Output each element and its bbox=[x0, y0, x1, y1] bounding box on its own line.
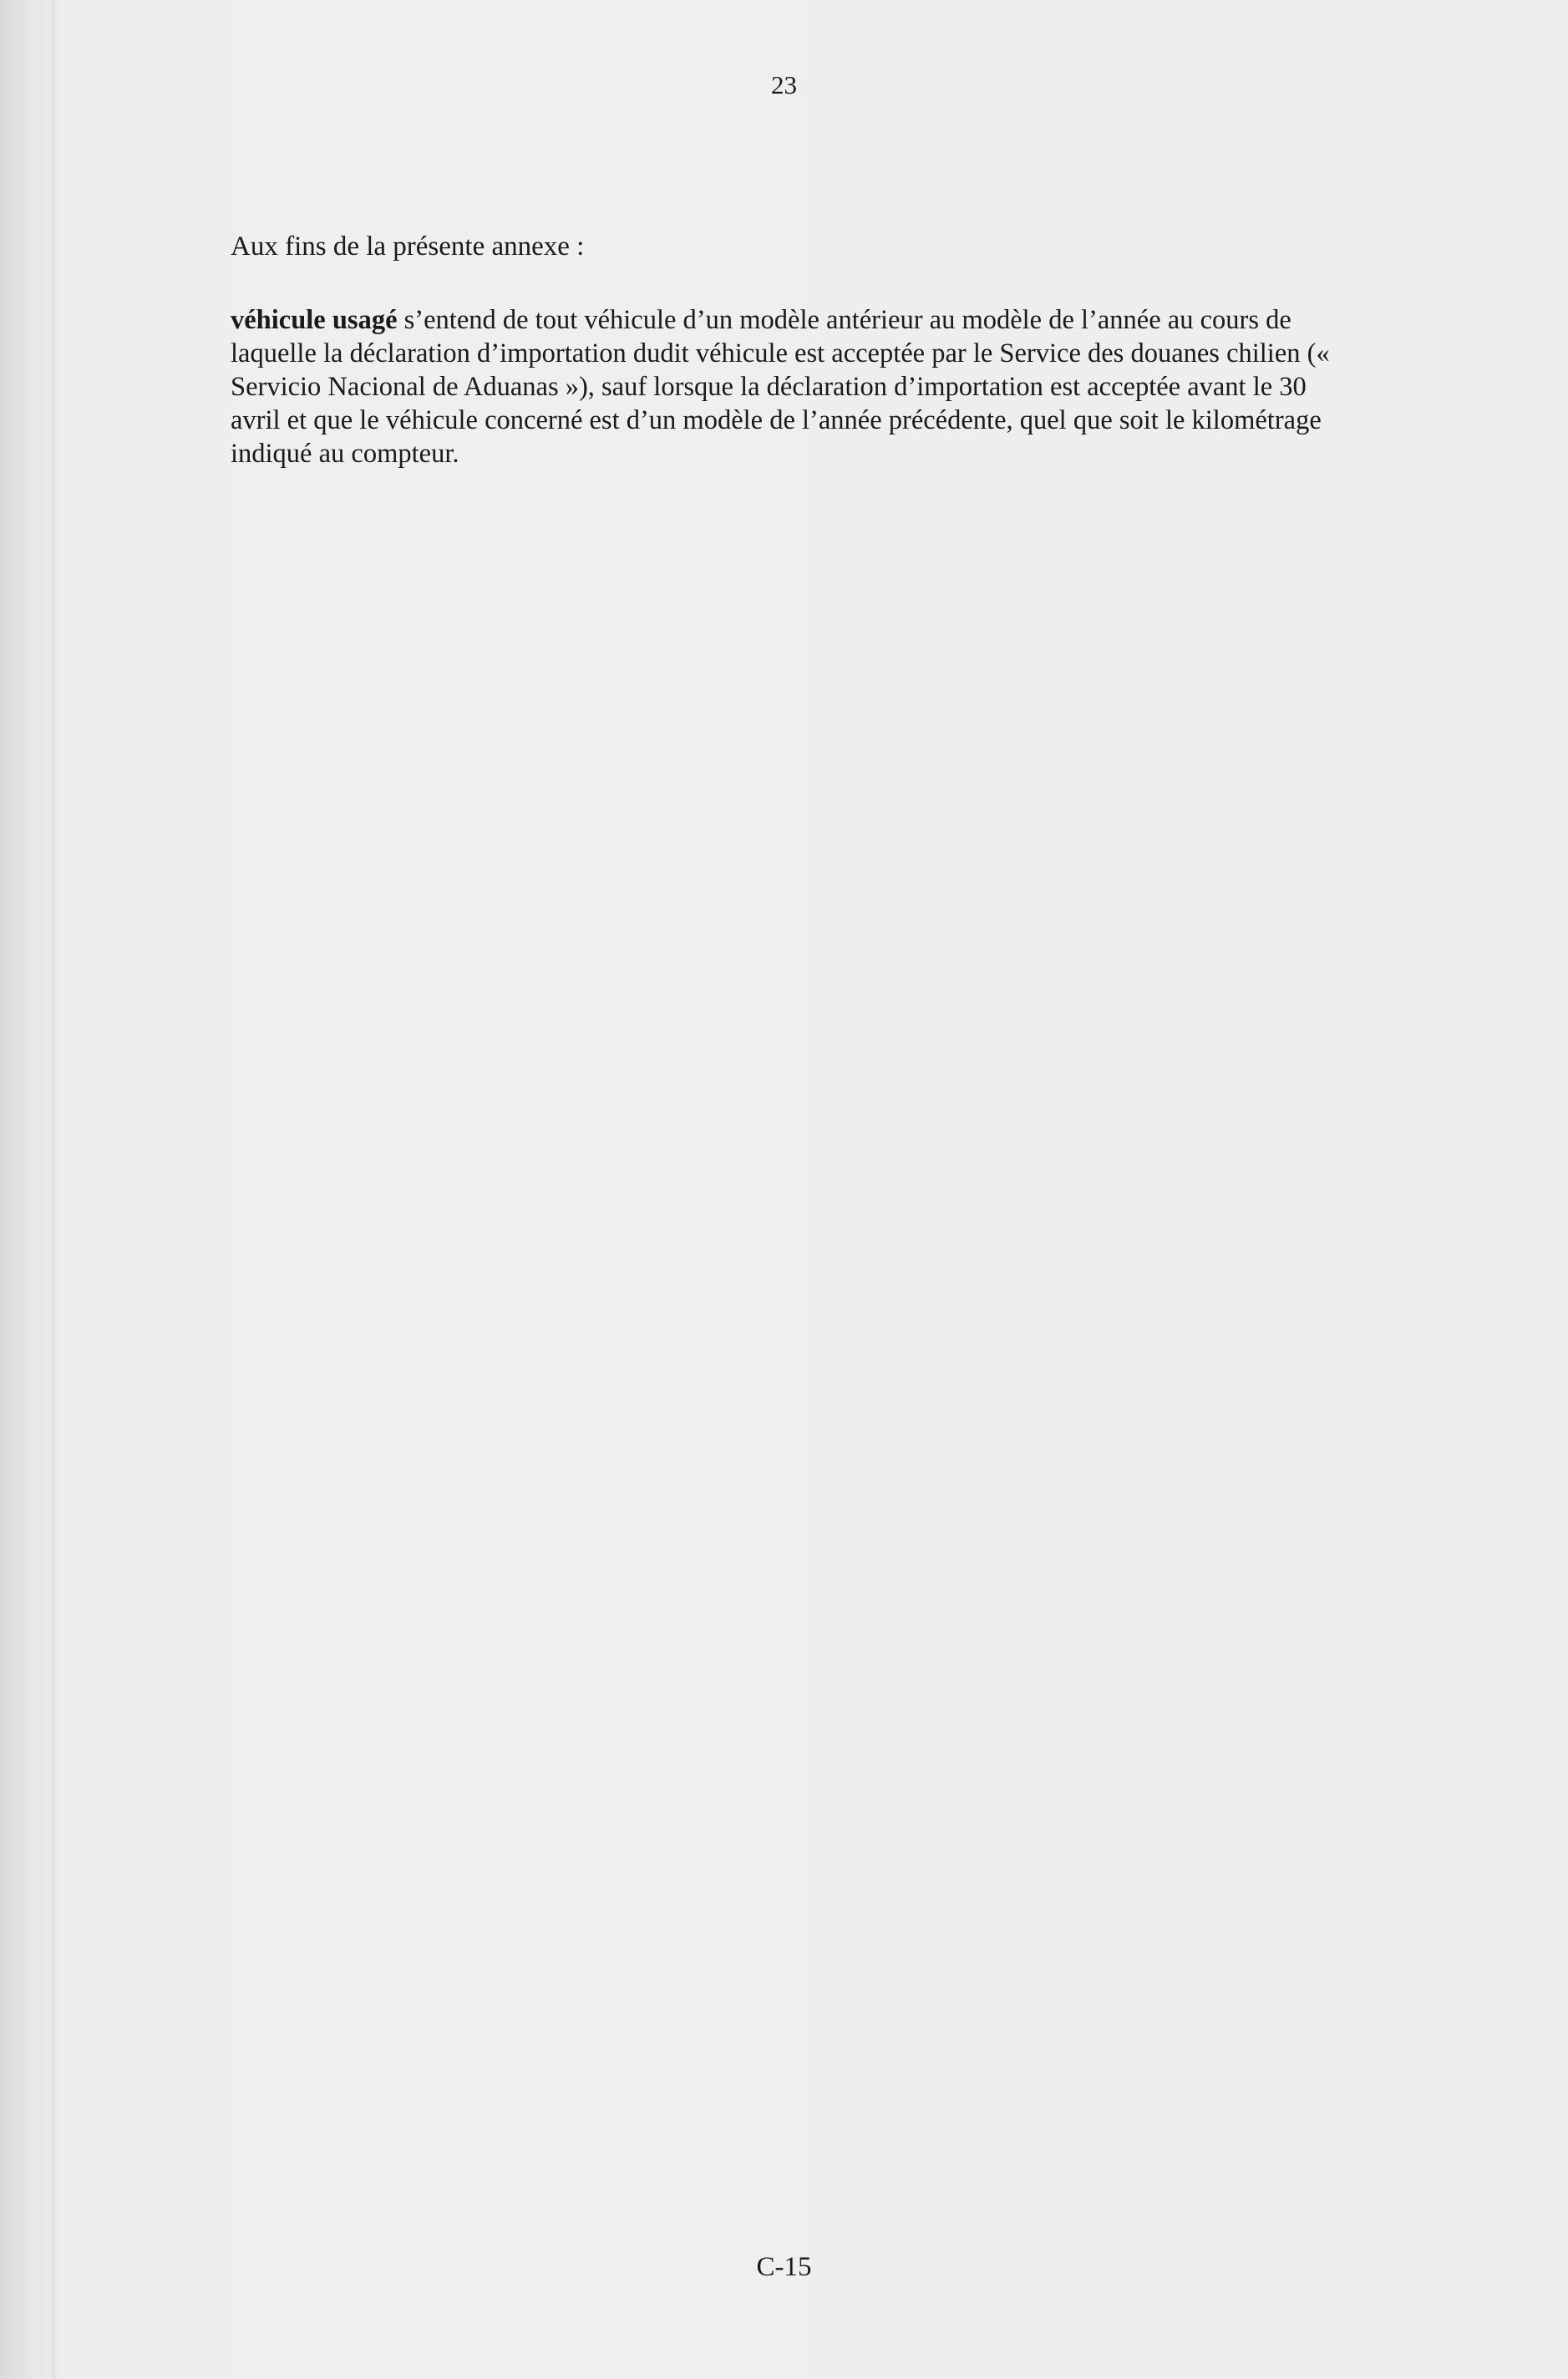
annex-page-reference: C-15 bbox=[756, 2252, 812, 2282]
intro-sentence: Aux fins de la présente annexe : bbox=[231, 231, 585, 262]
definition-paragraph bbox=[231, 303, 1357, 470]
page-number: 23 bbox=[771, 70, 797, 99]
binding-edge bbox=[52, 0, 57, 2379]
definition-text: s’entend de tout véhicule d’un modèle antérieur au modèle de l’année au cours de laquelle la déclaration d’importation dudit véhicule est acceptée par le Service des douanes chilien (« Servicio Nacional de Aduanas »), sauf lorsque la déclaration d’importation est acceptée avant le 30 avril et que le véhicule concerné est d’un modèle de l’année précédente, quel que soit le kilométrage indiqué au compteur. bbox=[231, 305, 1330, 469]
definition-term: véhicule usagé bbox=[231, 305, 398, 335]
